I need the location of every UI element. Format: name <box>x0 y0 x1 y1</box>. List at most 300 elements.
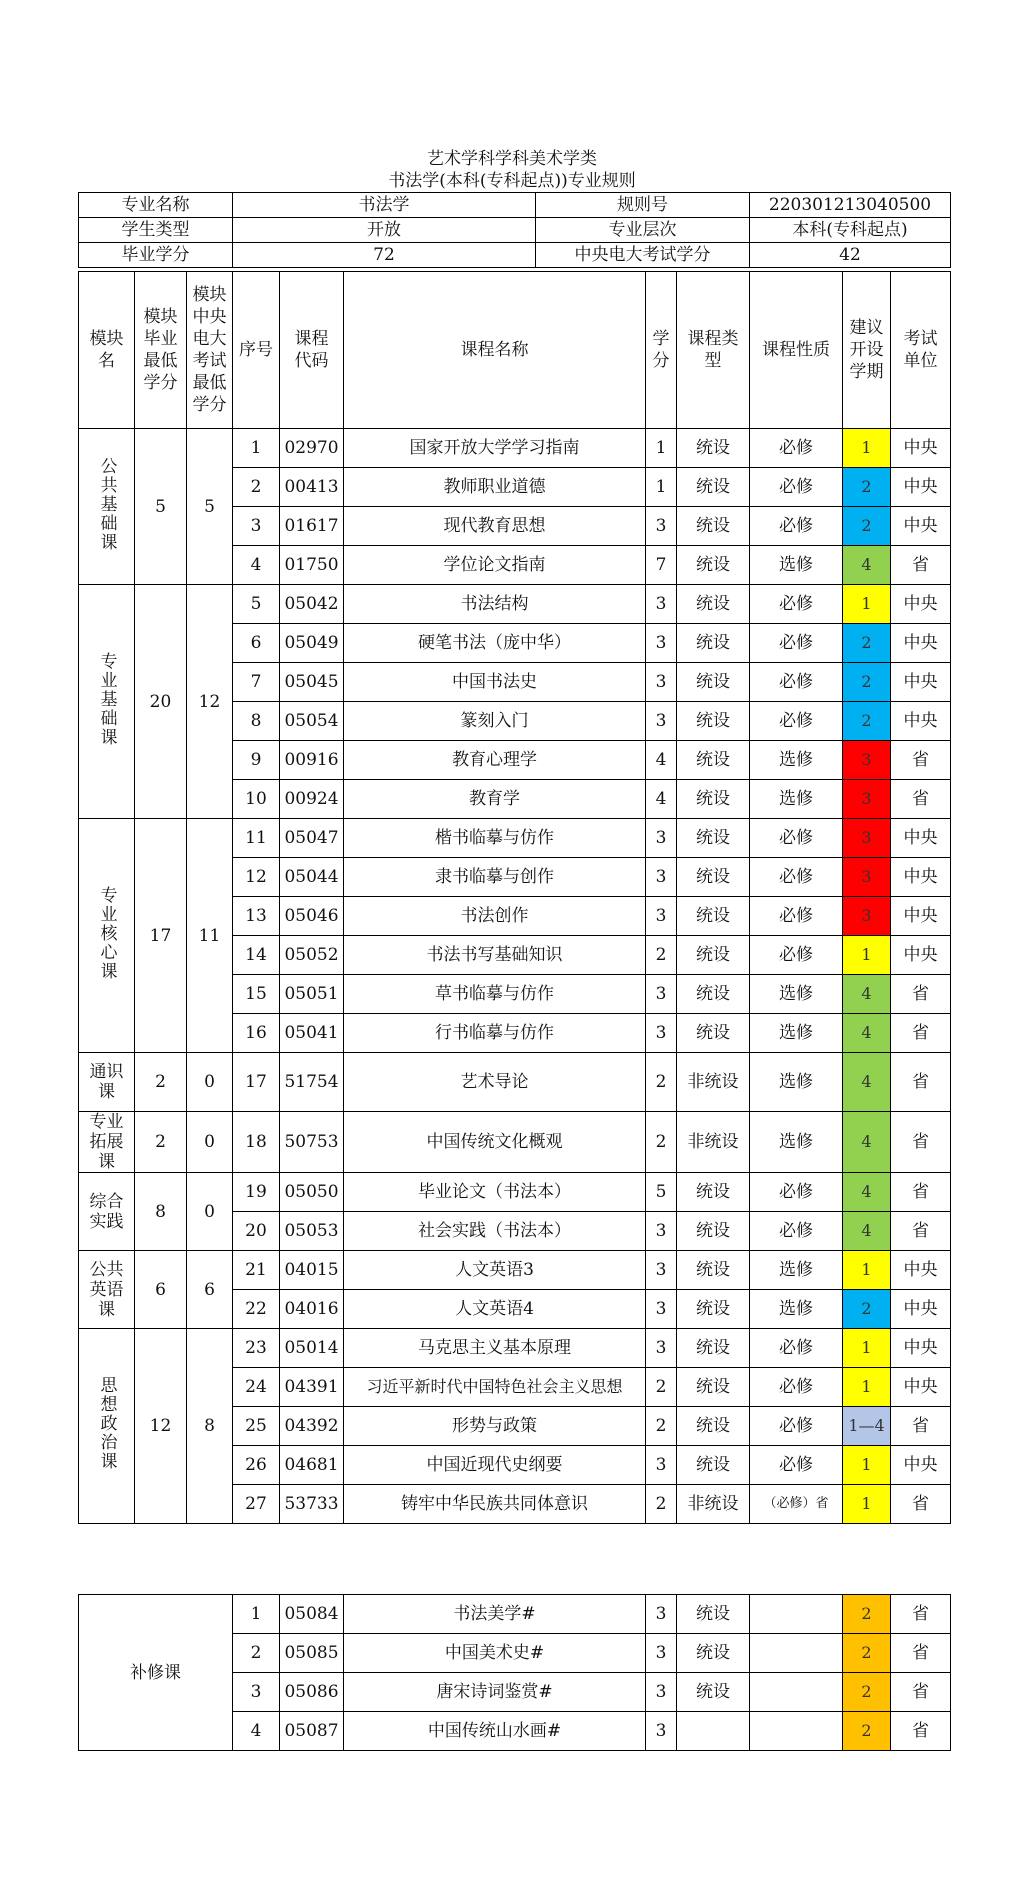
course-name: 草书临摹与仿作 <box>344 975 646 1014</box>
course-seq: 3 <box>233 507 280 546</box>
course-credit: 3 <box>646 1446 677 1485</box>
course-semester: 4 <box>843 1173 891 1212</box>
course-name: 教育学 <box>344 780 646 819</box>
course-code: 04392 <box>280 1407 344 1446</box>
course-semester: 3 <box>843 741 891 780</box>
course-seq: 4 <box>233 546 280 585</box>
course-code: 05051 <box>280 975 344 1014</box>
course-name: 中国传统文化概观 <box>344 1112 646 1173</box>
supp-type <box>677 1712 750 1751</box>
module-central-min-credit: 8 <box>187 1329 233 1524</box>
course-semester: 3 <box>843 819 891 858</box>
header-credit: 学分 <box>646 272 677 429</box>
course-seq: 13 <box>233 897 280 936</box>
supp-semester: 2 <box>843 1673 891 1712</box>
course-semester: 1 <box>843 1251 891 1290</box>
course-nature: 必修 <box>750 819 843 858</box>
course-credit: 3 <box>646 585 677 624</box>
course-nature: 必修 <box>750 1407 843 1446</box>
supp-seq: 2 <box>233 1634 280 1673</box>
course-code: 04391 <box>280 1368 344 1407</box>
supp-credit: 3 <box>646 1712 677 1751</box>
major-name-value: 书法学 <box>233 193 536 218</box>
supp-credit: 3 <box>646 1634 677 1673</box>
course-credit: 3 <box>646 1329 677 1368</box>
course-code: 05050 <box>280 1173 344 1212</box>
course-type: 统设 <box>677 507 750 546</box>
rule-no-label: 规则号 <box>536 193 750 218</box>
course-exam-unit: 省 <box>891 1112 951 1173</box>
course-credit: 2 <box>646 936 677 975</box>
course-semester: 1 <box>843 1446 891 1485</box>
supp-credit: 3 <box>646 1673 677 1712</box>
course-code: 05045 <box>280 663 344 702</box>
course-nature: 必修 <box>750 1212 843 1251</box>
course-name: 行书临摹与仿作 <box>344 1014 646 1053</box>
course-seq: 7 <box>233 663 280 702</box>
course-seq: 15 <box>233 975 280 1014</box>
course-name: 人文英语4 <box>344 1290 646 1329</box>
course-nature: 选修 <box>750 780 843 819</box>
course-type: 统设 <box>677 936 750 975</box>
course-type: 统设 <box>677 1173 750 1212</box>
course-type: 非统设 <box>677 1053 750 1112</box>
course-name: 形势与政策 <box>344 1407 646 1446</box>
supp-seq: 3 <box>233 1673 280 1712</box>
course-semester: 2 <box>843 702 891 741</box>
course-semester: 2 <box>843 1290 891 1329</box>
header-semester: 建议开设学期 <box>843 272 891 429</box>
course-exam-unit: 中央 <box>891 585 951 624</box>
course-credit: 3 <box>646 897 677 936</box>
supp-code: 05087 <box>280 1712 344 1751</box>
table-row <box>79 1251 951 1290</box>
course-nature: 必修 <box>750 858 843 897</box>
course-seq: 24 <box>233 1368 280 1407</box>
module-min-credit: 2 <box>135 1053 187 1112</box>
course-type: 统设 <box>677 897 750 936</box>
course-type: 统设 <box>677 1446 750 1485</box>
table-row <box>79 1053 951 1112</box>
course-semester: 2 <box>843 468 891 507</box>
module-min-credit: 8 <box>135 1173 187 1251</box>
header-module: 模块名 <box>79 272 135 429</box>
course-nature: 必修 <box>750 1173 843 1212</box>
module-central-min-credit: 11 <box>187 819 233 1053</box>
header-name: 课程名称 <box>344 272 646 429</box>
module-min-credit: 12 <box>135 1329 187 1524</box>
course-semester: 4 <box>843 1212 891 1251</box>
course-code: 05042 <box>280 585 344 624</box>
course-exam-unit: 省 <box>891 1053 951 1112</box>
course-credit: 2 <box>646 1407 677 1446</box>
course-nature: 必修 <box>750 663 843 702</box>
course-nature: 选修 <box>750 1290 843 1329</box>
course-nature: 选修 <box>750 1053 843 1112</box>
course-credit: 2 <box>646 1485 677 1524</box>
course-semester: 4 <box>843 975 891 1014</box>
module-name: 通识课 <box>79 1053 135 1112</box>
course-name: 隶书临摹与创作 <box>344 858 646 897</box>
course-exam-unit: 省 <box>891 780 951 819</box>
supp-name: 中国美术史# <box>344 1634 646 1673</box>
course-name: 硬笔书法（庞中华） <box>344 624 646 663</box>
supp-seq: 4 <box>233 1712 280 1751</box>
supp-name: 唐宋诗词鉴赏# <box>344 1673 646 1712</box>
course-exam-unit: 省 <box>891 741 951 780</box>
module-min-credit: 5 <box>135 429 187 585</box>
course-nature: 必修 <box>750 468 843 507</box>
course-code: 00413 <box>280 468 344 507</box>
module-min-credit: 20 <box>135 585 187 819</box>
module-min-credit: 2 <box>135 1112 187 1173</box>
course-seq: 18 <box>233 1112 280 1173</box>
course-nature: 必修 <box>750 702 843 741</box>
course-name: 人文英语3 <box>344 1251 646 1290</box>
course-code: 04016 <box>280 1290 344 1329</box>
course-seq: 17 <box>233 1053 280 1112</box>
course-name: 习近平新时代中国特色社会主义思想 <box>344 1368 646 1407</box>
student-type-label: 学生类型 <box>79 218 233 243</box>
module-central-min-credit: 5 <box>187 429 233 585</box>
course-exam-unit: 省 <box>891 1407 951 1446</box>
course-code: 05041 <box>280 1014 344 1053</box>
course-semester: 4 <box>843 1014 891 1053</box>
supp-semester: 2 <box>843 1634 891 1673</box>
course-type: 统设 <box>677 624 750 663</box>
course-exam-unit: 中央 <box>891 702 951 741</box>
central-credit-value: 42 <box>750 243 951 268</box>
module-central-min-credit: 12 <box>187 585 233 819</box>
course-type: 统设 <box>677 1368 750 1407</box>
supp-exam-unit: 省 <box>891 1712 951 1751</box>
course-exam-unit: 中央 <box>891 1368 951 1407</box>
course-exam-unit: 中央 <box>891 468 951 507</box>
header-exam-unit: 考试单位 <box>891 272 951 429</box>
course-semester: 4 <box>843 1053 891 1112</box>
module-name: 专业基础课 <box>79 585 135 819</box>
course-type: 统设 <box>677 1251 750 1290</box>
supp-nature <box>750 1634 843 1673</box>
course-nature: 必修 <box>750 1446 843 1485</box>
course-credit: 3 <box>646 663 677 702</box>
course-seq: 21 <box>233 1251 280 1290</box>
module-central-min-credit: 0 <box>187 1112 233 1173</box>
course-code: 02970 <box>280 429 344 468</box>
course-exam-unit: 中央 <box>891 663 951 702</box>
course-type: 统设 <box>677 1329 750 1368</box>
course-exam-unit: 中央 <box>891 1329 951 1368</box>
header-module-min: 模块毕业最低学分 <box>135 272 187 429</box>
supp-row <box>79 1595 951 1634</box>
course-exam-unit: 中央 <box>891 1251 951 1290</box>
course-credit: 3 <box>646 1014 677 1053</box>
course-code: 05046 <box>280 897 344 936</box>
course-nature: 必修 <box>750 585 843 624</box>
course-type: 统设 <box>677 741 750 780</box>
course-name: 马克思主义基本原理 <box>344 1329 646 1368</box>
course-table <box>78 271 951 1524</box>
supp-nature <box>750 1712 843 1751</box>
course-name: 现代教育思想 <box>344 507 646 546</box>
course-type: 统设 <box>677 429 750 468</box>
course-semester: 1 <box>843 585 891 624</box>
module-min-credit: 17 <box>135 819 187 1053</box>
course-nature: 必修 <box>750 1329 843 1368</box>
course-type: 统设 <box>677 858 750 897</box>
course-seq: 19 <box>233 1173 280 1212</box>
course-nature: 选修 <box>750 975 843 1014</box>
course-name: 铸牢中华民族共同体意识 <box>344 1485 646 1524</box>
course-credit: 3 <box>646 858 677 897</box>
supp-semester: 2 <box>843 1595 891 1634</box>
course-semester: 1 <box>843 936 891 975</box>
supp-type: 统设 <box>677 1634 750 1673</box>
course-exam-unit: 省 <box>891 1173 951 1212</box>
course-name: 社会实践（书法本） <box>344 1212 646 1251</box>
course-seq: 16 <box>233 1014 280 1053</box>
course-name: 中国近现代史纲要 <box>344 1446 646 1485</box>
major-name-label: 专业名称 <box>79 193 233 218</box>
course-semester: 4 <box>843 546 891 585</box>
course-exam-unit: 中央 <box>891 897 951 936</box>
course-code: 04681 <box>280 1446 344 1485</box>
module-central-min-credit: 0 <box>187 1053 233 1112</box>
course-exam-unit: 中央 <box>891 1446 951 1485</box>
course-name: 教育心理学 <box>344 741 646 780</box>
course-nature: 必修 <box>750 1368 843 1407</box>
course-code: 51754 <box>280 1053 344 1112</box>
course-exam-unit: 中央 <box>891 819 951 858</box>
course-nature: 选修 <box>750 1251 843 1290</box>
course-exam-unit: 中央 <box>891 858 951 897</box>
course-credit: 3 <box>646 702 677 741</box>
course-semester: 1 <box>843 429 891 468</box>
course-semester: 2 <box>843 624 891 663</box>
course-name: 楷书临摹与仿作 <box>344 819 646 858</box>
student-type-value: 开放 <box>233 218 536 243</box>
supp-type: 统设 <box>677 1673 750 1712</box>
course-name: 中国书法史 <box>344 663 646 702</box>
course-credit: 3 <box>646 507 677 546</box>
course-semester: 1 <box>843 1368 891 1407</box>
rule-no-value: 220301213040500 <box>750 193 951 218</box>
course-credit: 5 <box>646 1173 677 1212</box>
table-row <box>79 1112 951 1173</box>
course-name: 书法书写基础知识 <box>344 936 646 975</box>
level-value: 本科(专科起点) <box>750 218 951 243</box>
header-nature: 课程性质 <box>750 272 843 429</box>
course-exam-unit: 中央 <box>891 429 951 468</box>
course-seq: 14 <box>233 936 280 975</box>
course-code: 05044 <box>280 858 344 897</box>
supp-nature <box>750 1595 843 1634</box>
course-semester: 1—4 <box>843 1407 891 1446</box>
course-code: 01617 <box>280 507 344 546</box>
course-name: 书法创作 <box>344 897 646 936</box>
supp-credit: 3 <box>646 1595 677 1634</box>
course-nature: 必修 <box>750 624 843 663</box>
course-type: 统设 <box>677 468 750 507</box>
course-nature: 选修 <box>750 1014 843 1053</box>
course-nature: 选修 <box>750 741 843 780</box>
info-table <box>78 192 951 268</box>
course-name: 学位论文指南 <box>344 546 646 585</box>
supp-exam-unit: 省 <box>891 1634 951 1673</box>
table-row <box>79 585 951 624</box>
course-exam-unit: 中央 <box>891 507 951 546</box>
course-seq: 22 <box>233 1290 280 1329</box>
course-credit: 3 <box>646 1251 677 1290</box>
supp-type: 统设 <box>677 1595 750 1634</box>
supp-seq: 1 <box>233 1595 280 1634</box>
course-credit: 3 <box>646 819 677 858</box>
central-credit-label: 中央电大考试学分 <box>536 243 750 268</box>
module-name: 综合实践 <box>79 1173 135 1251</box>
course-nature: 选修 <box>750 1112 843 1173</box>
course-exam-unit: 省 <box>891 975 951 1014</box>
course-name: 教师职业道德 <box>344 468 646 507</box>
table-row <box>79 1329 951 1368</box>
level-label: 专业层次 <box>536 218 750 243</box>
course-name: 艺术导论 <box>344 1053 646 1112</box>
course-credit: 3 <box>646 975 677 1014</box>
course-seq: 27 <box>233 1485 280 1524</box>
course-code: 05053 <box>280 1212 344 1251</box>
course-nature: 必修 <box>750 429 843 468</box>
supp-code: 05086 <box>280 1673 344 1712</box>
course-code: 05047 <box>280 819 344 858</box>
course-exam-unit: 省 <box>891 1212 951 1251</box>
module-name: 专业核心课 <box>79 819 135 1053</box>
course-code: 05049 <box>280 624 344 663</box>
supp-label: 补修课 <box>79 1595 233 1751</box>
course-seq: 26 <box>233 1446 280 1485</box>
course-seq: 11 <box>233 819 280 858</box>
course-type: 非统设 <box>677 1485 750 1524</box>
course-code: 00916 <box>280 741 344 780</box>
course-semester: 1 <box>843 1329 891 1368</box>
course-credit: 2 <box>646 1112 677 1173</box>
course-type: 非统设 <box>677 1112 750 1173</box>
supp-name: 书法美学# <box>344 1595 646 1634</box>
course-code: 05052 <box>280 936 344 975</box>
course-semester: 1 <box>843 1485 891 1524</box>
header-row <box>79 272 951 429</box>
course-code: 01750 <box>280 546 344 585</box>
header-module-central-min: 模块中央电大考试最低学分 <box>187 272 233 429</box>
course-nature: 选修 <box>750 546 843 585</box>
grad-credit-value: 72 <box>233 243 536 268</box>
module-name: 公共基础课 <box>79 429 135 585</box>
course-semester: 4 <box>843 1112 891 1173</box>
course-semester: 3 <box>843 780 891 819</box>
course-name: 篆刻入门 <box>344 702 646 741</box>
course-semester: 3 <box>843 858 891 897</box>
course-nature: 必修 <box>750 936 843 975</box>
module-name: 思想政治课 <box>79 1329 135 1524</box>
course-exam-unit: 中央 <box>891 1290 951 1329</box>
course-credit: 4 <box>646 741 677 780</box>
grad-credit-label: 毕业学分 <box>79 243 233 268</box>
course-type: 统设 <box>677 1014 750 1053</box>
course-semester: 2 <box>843 663 891 702</box>
course-semester: 3 <box>843 897 891 936</box>
header-code: 课程代码 <box>280 272 344 429</box>
course-code: 50753 <box>280 1112 344 1173</box>
table-row <box>79 429 951 468</box>
course-code: 00924 <box>280 780 344 819</box>
header-seq: 序号 <box>233 272 280 429</box>
course-seq: 23 <box>233 1329 280 1368</box>
course-seq: 12 <box>233 858 280 897</box>
course-code: 05054 <box>280 702 344 741</box>
supp-semester: 2 <box>843 1712 891 1751</box>
course-nature: 必修 <box>750 507 843 546</box>
course-seq: 6 <box>233 624 280 663</box>
course-code: 05014 <box>280 1329 344 1368</box>
document-title-line1: 艺术学科学科美术学类 <box>427 149 597 169</box>
course-exam-unit: 省 <box>891 1485 951 1524</box>
table-row <box>79 1173 951 1212</box>
course-type: 统设 <box>677 1290 750 1329</box>
course-exam-unit: 省 <box>891 1014 951 1053</box>
course-credit: 4 <box>646 780 677 819</box>
course-credit: 2 <box>646 1053 677 1112</box>
supp-nature <box>750 1673 843 1712</box>
document-title-line2: 书法学(本科(专科起点))专业规则 <box>388 171 636 191</box>
course-nature: 必修 <box>750 897 843 936</box>
supp-code: 05084 <box>280 1595 344 1634</box>
course-name: 书法结构 <box>344 585 646 624</box>
course-seq: 1 <box>233 429 280 468</box>
course-nature: （必修）省 <box>750 1485 843 1524</box>
course-seq: 10 <box>233 780 280 819</box>
course-type: 统设 <box>677 663 750 702</box>
course-credit: 3 <box>646 1290 677 1329</box>
course-seq: 25 <box>233 1407 280 1446</box>
course-credit: 7 <box>646 546 677 585</box>
course-seq: 8 <box>233 702 280 741</box>
module-central-min-credit: 0 <box>187 1173 233 1251</box>
course-credit: 3 <box>646 624 677 663</box>
course-type: 统设 <box>677 546 750 585</box>
supp-code: 05085 <box>280 1634 344 1673</box>
course-seq: 2 <box>233 468 280 507</box>
course-type: 统设 <box>677 585 750 624</box>
module-name: 公共英语课 <box>79 1251 135 1329</box>
supp-exam-unit: 省 <box>891 1595 951 1634</box>
module-central-min-credit: 6 <box>187 1251 233 1329</box>
header-course-type: 课程类型 <box>677 272 750 429</box>
course-name: 毕业论文（书法本） <box>344 1173 646 1212</box>
course-code: 04015 <box>280 1251 344 1290</box>
course-exam-unit: 省 <box>891 546 951 585</box>
course-code: 53733 <box>280 1485 344 1524</box>
course-seq: 5 <box>233 585 280 624</box>
course-type: 统设 <box>677 780 750 819</box>
course-seq: 20 <box>233 1212 280 1251</box>
course-seq: 9 <box>233 741 280 780</box>
module-min-credit: 6 <box>135 1251 187 1329</box>
course-type: 统设 <box>677 702 750 741</box>
supp-name: 中国传统山水画# <box>344 1712 646 1751</box>
course-type: 统设 <box>677 975 750 1014</box>
course-name: 国家开放大学学习指南 <box>344 429 646 468</box>
course-credit: 1 <box>646 468 677 507</box>
course-type: 统设 <box>677 1407 750 1446</box>
module-name: 专业拓展课 <box>79 1112 135 1173</box>
